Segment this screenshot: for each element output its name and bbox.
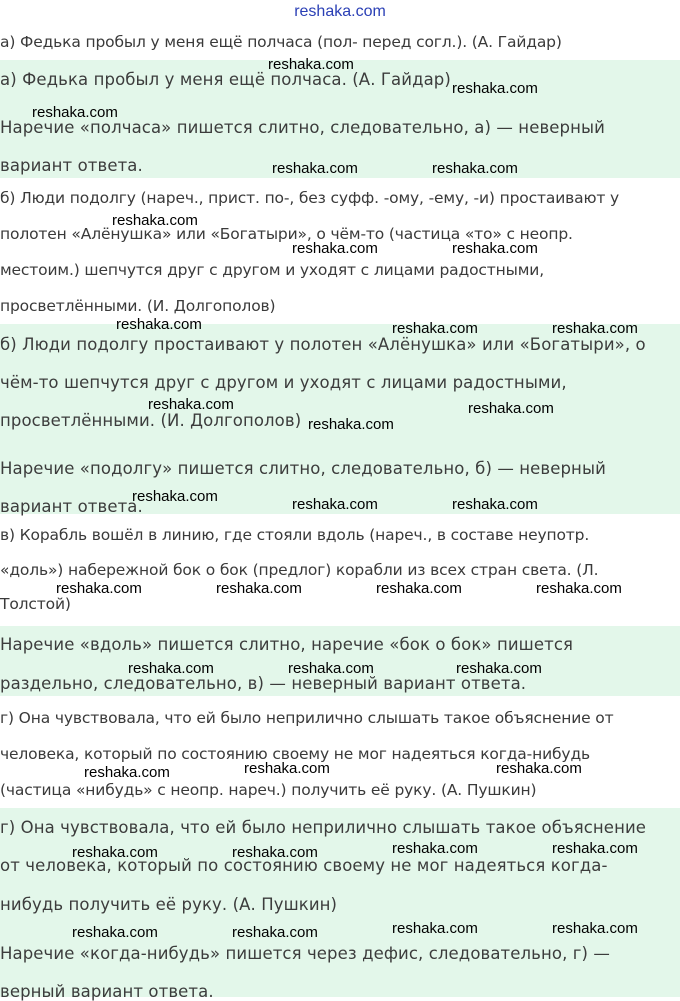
text-line: просветлёнными. (И. Долгополов) [0,411,302,430]
watermark: reshaka.com [452,496,538,513]
text-line: от человека, который по состоянию своему не мог надеяться когда- [0,856,608,875]
text-line: верный вариант ответа. [0,982,214,1001]
watermark: reshaka.com [244,760,330,777]
watermark: reshaka.com [72,844,158,861]
watermark: reshaka.com [496,760,582,777]
watermark: reshaka.com [292,496,378,513]
watermark: reshaka.com [72,924,158,941]
watermark: reshaka.com [456,660,542,677]
text-line: г) Она чувствовала, что ей было неприлично слышать такое объяснение от [0,709,614,727]
watermark: reshaka.com [452,80,538,97]
watermark: reshaka.com [288,660,374,677]
text-line: вариант ответа. [0,497,143,516]
watermark: reshaka.com [552,840,638,857]
site-link[interactable]: reshaka.com [294,3,386,20]
text-line: вариант ответа. [0,156,143,175]
text-line: «доль») набережной бок о бок (предлог) корабли из всех стран света. (Л. [0,561,599,579]
text-line: чём-то шепчутся друг с другом и уходят с лицами радостными, [0,373,567,392]
text-line: Наречие «полчаса» пишется слитно, следовательно, а) — неверный [0,118,605,137]
text-line: б) Люди подолгу (нареч., прист. по-, без суфф. -ому, -ему, -и) простаивают у [0,189,620,207]
watermark: reshaka.com [432,160,518,177]
text-line: в) Корабль вошёл в линию, где стояли вдоль (нареч., в составе неупотр. [0,526,590,544]
watermark: reshaka.com [148,396,234,413]
text-line: б) Люди подолгу простаивают у полотен «Алёнушка» или «Богатыри», о [0,335,646,354]
watermark: reshaka.com [56,580,142,597]
text-line: Толстой) [0,595,71,613]
watermark: reshaka.com [84,764,170,781]
text-line: нибудь получить её руку. (А. Пушкин) [0,895,338,914]
text-line: просветлёнными. (И. Долгополов) [0,297,276,315]
watermark: reshaka.com [392,920,478,937]
site-header [0,0,680,24]
text-line: полотен «Алёнушка» или «Богатыри», о чём-то (частица «то» с неопр. [0,225,573,243]
text-line: (частица «нибудь» с неопр. нареч.) получить её руку. (А. Пушкин) [0,781,537,799]
watermark: reshaka.com [552,320,638,337]
watermark: reshaka.com [216,580,302,597]
text-line: местоим.) шепчутся друг с другом и уходят с лицами радостными, [0,261,544,279]
watermark: reshaka.com [232,844,318,861]
text-line: а) Федька пробыл у меня ещё полчаса. (А. Гайдар) [0,70,451,89]
text-line: а) Федька пробыл у меня ещё полчаса (пол- перед согл.). (А. Гайдар) [0,33,562,51]
text-line: Наречие «когда-нибудь» пишется через дефис, следовательно, г) — [0,944,611,963]
watermark: reshaka.com [552,920,638,937]
watermark: reshaka.com [128,660,214,677]
watermark: reshaka.com [392,840,478,857]
watermark: reshaka.com [376,580,462,597]
watermark: reshaka.com [308,416,394,433]
text-line: Наречие «вдоль» пишется слитно, наречие «бок о бок» пишется [0,635,574,654]
watermark: reshaka.com [112,212,198,229]
text-line: Наречие «подолгу» пишется слитно, следовательно, б) — неверный [0,459,606,478]
watermark: reshaka.com [468,400,554,417]
watermark: reshaka.com [132,488,218,505]
watermark: reshaka.com [272,160,358,177]
watermark: reshaka.com [392,320,478,337]
watermark: reshaka.com [32,104,118,121]
watermark: reshaka.com [452,240,538,257]
watermark: reshaka.com [232,924,318,941]
watermark: reshaka.com [536,580,622,597]
watermark: reshaka.com [116,316,202,333]
watermark: reshaka.com [292,240,378,257]
text-line: раздельно, следовательно, в) — неверный вариант ответа. [0,674,527,693]
text-line: г) Она чувствовала, что ей было неприлично слышать такое объяснение [0,818,647,837]
watermark: reshaka.com [268,56,354,73]
text-line: человека, который по состоянию своему не мог надеяться когда-нибудь [0,745,590,763]
